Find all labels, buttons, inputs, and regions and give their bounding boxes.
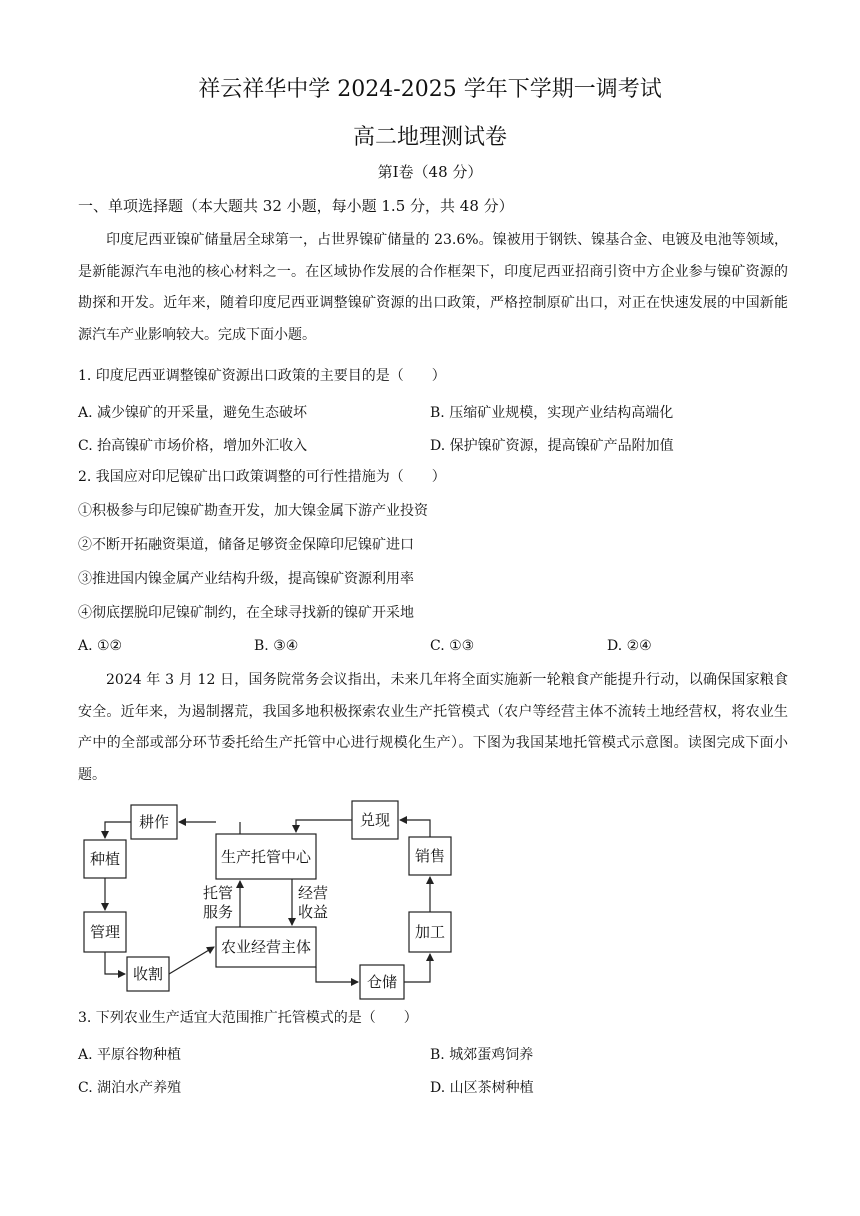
q2-item-1: ①积极参与印尼镍矿勘查开发，加大镍金属下游产业投资 <box>78 503 428 519</box>
arrow-subject-to-cangchu <box>316 967 358 982</box>
q1-option-d[interactable]: D. 保护镍矿资源，提高镍矿产品附加值 <box>430 438 674 454</box>
q3-stem: 3. 下列农业生产适宜大范围推广托管模式的是（ ） <box>78 1010 418 1026</box>
exam-subtitle: 高二地理测试卷 <box>352 125 507 150</box>
label-tuoguan: 托管 <box>202 884 234 902</box>
arrow-xiaoshou-to-duixian <box>400 820 430 837</box>
q2-item-4: ④彻底摆脱印尼镍矿制约，在全球寻找新的镍矿开采地 <box>78 605 414 621</box>
label-shouyi: 收益 <box>297 903 329 921</box>
q2-item-2: ②不断开拓融资渠道，储备足够资金保障印尼镍矿进口 <box>78 537 414 553</box>
q1-option-a[interactable]: A. 减少镍矿的开采量，避免生态破坏 <box>78 405 308 421</box>
passage-1-text: 印度尼西亚镍矿储量居全球第一，占世界镍矿储量的 23.6%。镍被用于钢铁、镍基合金、电镀及电池等领域，是新能源汽车电池的核心材料之一。在区域协作发展的合作框架下，印度尼西亚招商引资中方企业参与镍矿资源的勘探和开发。近年来，随着印度尼西亚调整镍矿资源的出口政策，严格控制原矿出口，对正在快速发展的中国新能源汽车产业影响较大。完成下面小题。 <box>78 232 788 343</box>
q3-option-c[interactable]: C. 湖泊水产养殖 <box>78 1080 182 1096</box>
passage-2-text: 2024 年 3 月 12 日，国务院常务会议指出，未来几年将全面实施新一轮粮食产能提升行动，以确保国家粮食安全。近年来，为遏制撂荒，我国多地积极探索农业生产托管模式（农户等经营主体不流转土地经营权，将农业生产中的全部或部分环节委托给生产托管中心进行规模化生产）。下图为我国某地托管模式示意图。读图完成下面小题。 <box>78 672 788 783</box>
section-heading: 一、单项选择题（本大题共 32 小题，每小题 1.5 分，共 48 分） <box>78 197 514 215</box>
passage-2 <box>78 665 788 791</box>
node-subject-label: 农业经营主体 <box>220 938 312 956</box>
q1-stem: 1. 印度尼西亚调整镍矿资源出口政策的主要目的是（ ） <box>78 368 446 384</box>
node-zhongzhi-label: 种植 <box>89 850 121 868</box>
q2-option-b[interactable]: B. ③④ <box>254 638 299 654</box>
q1-option-c[interactable]: C. 抬高镍矿市场价格，增加外汇收入 <box>78 438 308 454</box>
node-cangchu-label: 仓储 <box>366 973 398 991</box>
label-jingying: 经营 <box>297 884 329 902</box>
q2-stem: 2. 我国应对印尼镍矿出口政策调整的可行性措施为（ ） <box>78 469 446 485</box>
node-guanli-label: 管理 <box>89 923 121 941</box>
node-gengzuo-label: 耕作 <box>138 813 170 831</box>
q3-option-d[interactable]: D. 山区茶树种植 <box>430 1080 534 1096</box>
node-jiagong-label: 加工 <box>414 923 446 941</box>
q2-option-c[interactable]: C. ①③ <box>430 638 475 654</box>
node-xiaoshou-label: 销售 <box>414 847 446 865</box>
arrow-shouge-to-subject <box>169 947 214 974</box>
q3-option-a[interactable]: A. 平原谷物种植 <box>78 1047 182 1063</box>
q2-option-d[interactable]: D. ②④ <box>607 638 652 654</box>
custody-model-diagram <box>70 795 470 1005</box>
node-shouge-label: 收割 <box>132 965 164 983</box>
q1-option-b[interactable]: B. 压缩矿业规模，实现产业结构高端化 <box>430 405 674 421</box>
q2-option-a[interactable]: A. ①② <box>78 638 123 654</box>
arrow-gengzuo-to-zhongzhi <box>105 822 131 838</box>
q3-option-b[interactable]: B. 城郊蛋鸡饲养 <box>430 1047 534 1063</box>
label-fuwu: 服务 <box>202 903 234 921</box>
arrow-cangchu-to-jiagong <box>404 954 430 982</box>
part-label: 第Ⅰ卷（48 分） <box>377 163 483 181</box>
arrow-duixian-to-center <box>296 820 352 832</box>
node-center-label: 生产托管中心 <box>220 848 312 866</box>
arrow-guanli-to-shouge <box>105 952 125 974</box>
q2-item-3: ③推进国内镍金属产业结构升级，提高镍矿资源利用率 <box>78 571 414 587</box>
exam-title: 祥云祥华中学 2024-2025 学年下学期一调考试 <box>198 77 662 102</box>
node-duixian-label: 兑现 <box>359 811 391 829</box>
passage-1 <box>78 225 788 351</box>
